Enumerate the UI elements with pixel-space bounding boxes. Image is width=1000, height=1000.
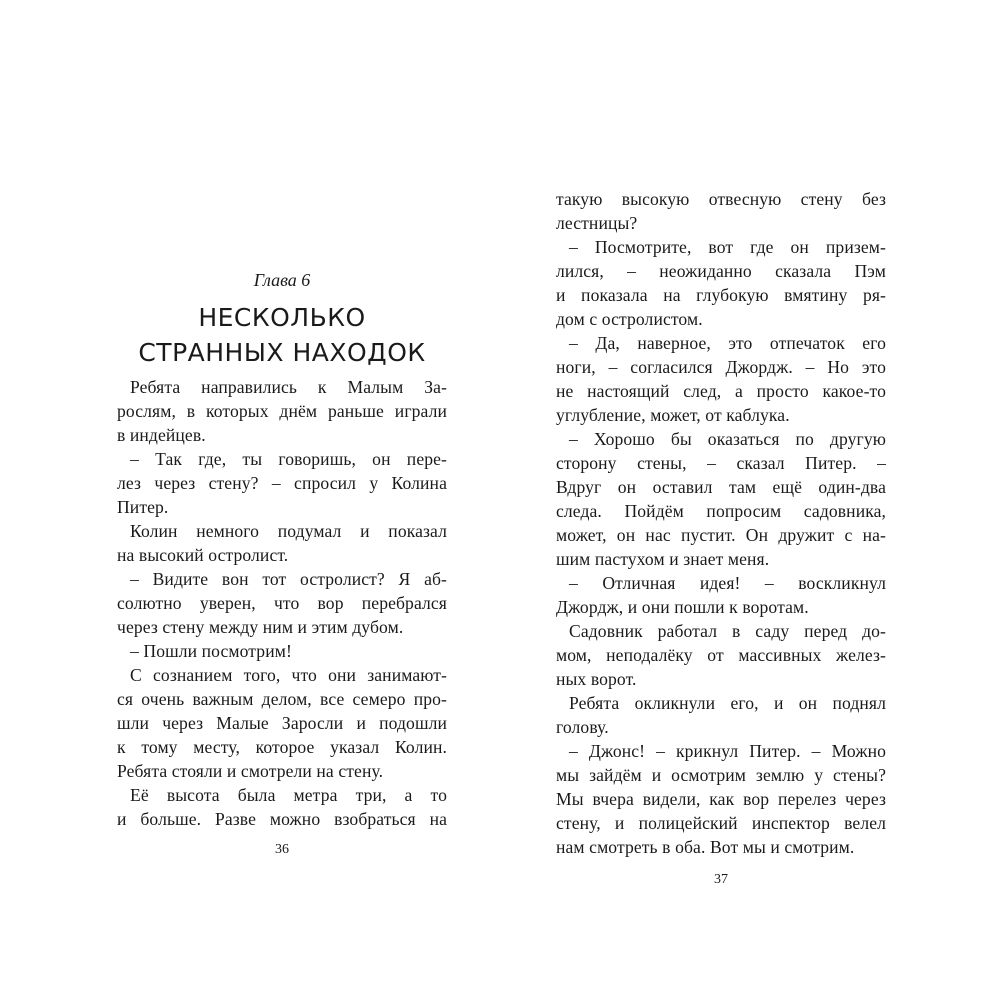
chapter-title-line: СТРАННЫХ НАХОДОК	[138, 338, 426, 367]
text-line: Ребята направились к Малым За-	[130, 377, 447, 397]
text-line: Ребята стояли и смотрели на стену.	[117, 761, 384, 781]
text-line: – Хорошо бы оказаться по другую	[569, 429, 886, 449]
text-line: – Да, наверное, это отпечаток его	[569, 333, 886, 353]
page-number: 37	[714, 872, 728, 887]
text-line: ных ворот.	[556, 669, 637, 689]
text-line: шим пастухом и знает меня.	[556, 549, 770, 569]
text-line: – Отличная идея! – воскликнул	[569, 573, 886, 593]
text-line: дом с остролистом.	[556, 309, 703, 329]
text-line: лез через стену? – спросил у Колина	[117, 473, 447, 493]
text-line: шли через Малые Заросли и подошли	[117, 713, 447, 733]
text-line: к тому месту, которое указал Колин.	[117, 737, 447, 757]
text-line: – Пошли посмотрим!	[130, 641, 292, 661]
chapter-title	[117, 300, 447, 370]
chapter-number: Глава 6	[253, 270, 311, 290]
text-line: Садовник работал в саду перед до-	[569, 621, 886, 641]
text-line: Джордж, и они пошли к воротам.	[556, 597, 809, 617]
text-line: ноги, – согласился Джордж. – Но это	[556, 357, 886, 377]
text-line: Питер.	[117, 497, 169, 517]
text-line: может, он нас пустит. Он дружит с на-	[556, 525, 886, 545]
text-line: – Видите вон тот остролист? Я аб-	[130, 569, 447, 589]
text-line: ся очень важным делом, все семеро про-	[117, 689, 447, 709]
left-page	[117, 0, 447, 1000]
text-line: на высокий остролист.	[117, 545, 289, 565]
text-line: – Джонс! – крикнул Питер. – Можно	[569, 741, 886, 761]
text-line: – Так где, ты говоришь, он пере-	[130, 449, 447, 469]
text-line: мы зайдём и осмотрим землю у стены?	[556, 765, 886, 785]
text-line: Её высота была метра три, а то	[130, 785, 447, 805]
text-line: Мы вчера видели, как вор перелез через	[556, 789, 886, 809]
text-line: Колин немного подумал и показал	[130, 521, 447, 541]
text-line: рослям, в которых днём раньше играли	[117, 401, 447, 421]
text-line: такую высокую отвесную стену без	[556, 189, 886, 209]
text-line: не настоящий след, а просто какое-то	[556, 381, 886, 401]
text-line: – Посмотрите, вот где он призем-	[569, 237, 886, 257]
text-line: Ребята окликнули его, и он поднял	[569, 693, 886, 713]
text-line: через стену между ним и этим дубом.	[117, 617, 404, 637]
text-line: стену, и полицейский инспектор велел	[556, 813, 886, 833]
text-line: углубление, может, от каблука.	[556, 405, 790, 425]
text-line: и показала на глубокую вмятину ря-	[556, 285, 886, 305]
text-line: нам смотреть в оба. Вот мы и смотрим.	[556, 837, 855, 857]
text-line: мом, неподалёку от массивных желез-	[556, 645, 886, 665]
text-line: лился, – неожиданно сказала Пэм	[556, 261, 886, 281]
text-line: голову.	[556, 717, 609, 737]
text-line: С сознанием того, что они занимают-	[130, 665, 447, 685]
text-line: в индейцев.	[117, 425, 206, 445]
page-number: 36	[275, 842, 289, 857]
text-line: лестницы?	[556, 213, 638, 233]
text-line: Вдруг он оставил там ещё один-два	[556, 477, 886, 497]
chapter-title-line: НЕСКОЛЬКО	[198, 303, 366, 332]
right-page	[556, 0, 886, 1000]
text-line: и больше. Разве можно взобраться на	[117, 809, 447, 829]
text-line: солютно уверен, что вор перебрался	[117, 593, 447, 613]
text-line: сторону стены, – сказал Питер. –	[556, 453, 886, 473]
text-line: следа. Пойдём попросим садовника,	[556, 501, 886, 521]
